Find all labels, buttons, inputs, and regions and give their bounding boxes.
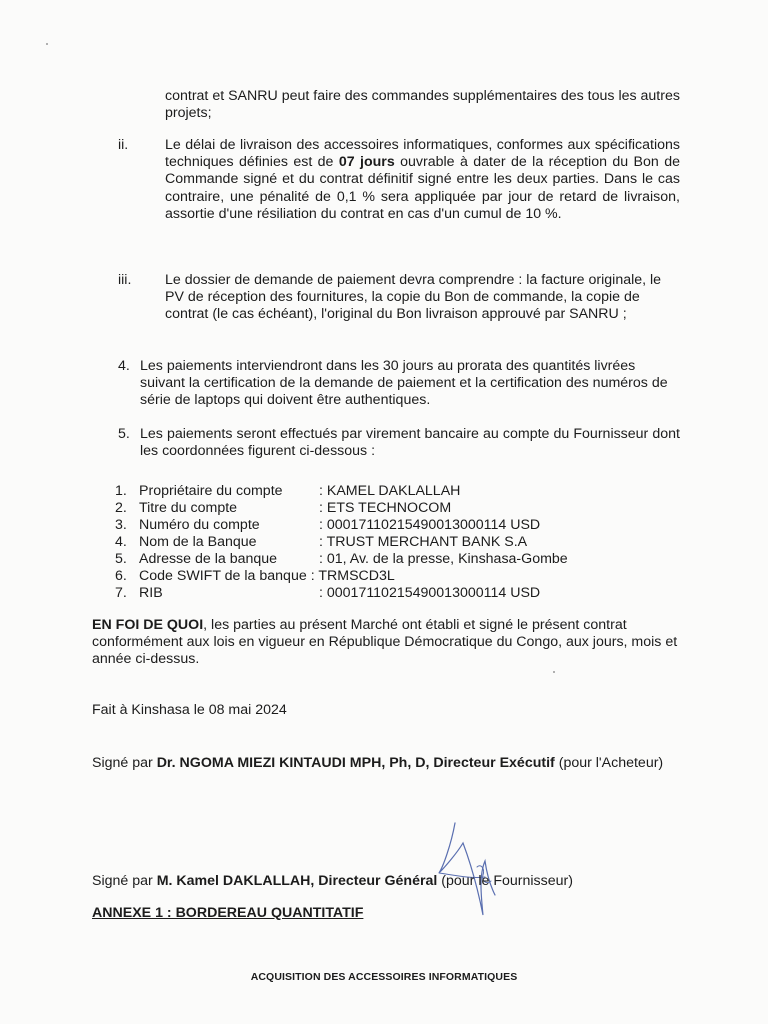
scan-speck <box>553 671 555 673</box>
bank-row: 5. Adresse de la banque : 01, Av. de la presse, Kinshasa-Gombe <box>115 551 568 567</box>
en-foi-paragraph: EN FOI DE QUOI, les parties au présent Marché ont établi et signé le présent contrat conformément aux lois en vigueur en République Démocratique du Congo, aux jours, mois et année ci-dessus. <box>92 617 678 668</box>
clause-continuation: contrat et SANRU peut faire des commandes supplémentaires des tous les autres projets; <box>165 88 680 122</box>
clause-5-marker: 5. <box>118 426 130 442</box>
bank-row: 3. Numéro du compte : 00017110215490013000114 USD <box>115 517 541 533</box>
clause-iii-marker: iii. <box>118 272 132 288</box>
handwritten-signature <box>425 815 525 925</box>
clause-ii-marker: ii. <box>118 137 129 153</box>
bank-row: 7. RIB : 00017110215490013000114 USD <box>115 585 541 601</box>
bank-row: 4. Nom de la Banque : TRUST MERCHANT BANK S.A <box>115 534 528 550</box>
scan-speck <box>46 43 48 45</box>
bank-row: 6. Code SWIFT de la banque : TRMSCD3L <box>115 568 395 584</box>
bank-row: 1. Propriétaire du compte : KAMEL DAKLALLAH <box>115 483 461 499</box>
annex-title: ANNEXE 1 : BORDEREAU QUANTITATIF <box>92 905 364 921</box>
section-title: ACQUISITION DES ACCESSOIRES INFORMATIQUES <box>250 971 518 983</box>
clause-iii-text: Le dossier de demande de paiement devra comprendre : la facture originale, le PV de réception des fournitures, la copie du Bon de commande, la copie de contrat (le cas échéant), l'original du Bon livraison approuvé par SANRU ; <box>165 272 662 323</box>
en-foi-heading: EN FOI DE QUOI <box>92 617 204 633</box>
clause-4-text: Les paiements interviendront dans les 30 jours au prorata des quantités livrées suivant la certification de la demande de paiement et la certification des numéros de série de laptops qui doivent être authentiques. <box>140 358 668 409</box>
clause-5-text: Les paiements seront effectués par virement bancaire au compte du Fournisseur dont les coordonnées figurent ci-dessous : <box>140 426 680 460</box>
bank-row: 2. Titre du compte : ETS TECHNOCOM <box>115 500 452 516</box>
supplier-signatory: Signé par M. Kamel DAKLALLAH, Directeur Général (pour le Fournisseur) <box>92 873 573 889</box>
place-date: Fait à Kinshasa le 08 mai 2024 <box>92 702 287 718</box>
buyer-signatory: Signé par Dr. NGOMA MIEZI KINTAUDI MPH, Ph, D, Directeur Exécutif (pour l'Acheteur) <box>92 755 664 771</box>
clause-4-marker: 4. <box>118 358 130 374</box>
clause-ii-text: Le délai de livraison des accessoires informatiques, conformes aux spécifications techniques définies est de 07 jours ouvrable à dater de la réception du Bon de Commande signé et du contrat définitif signé entre les deux parties. Dans le cas contraire, une pénalité de 0,1 % sera appliquée par jour de retard de livraison, assortie d'une résiliation du contrat en cas d'un cumul de 10 %. <box>165 137 680 222</box>
delivery-days: 07 jours <box>338 154 395 171</box>
